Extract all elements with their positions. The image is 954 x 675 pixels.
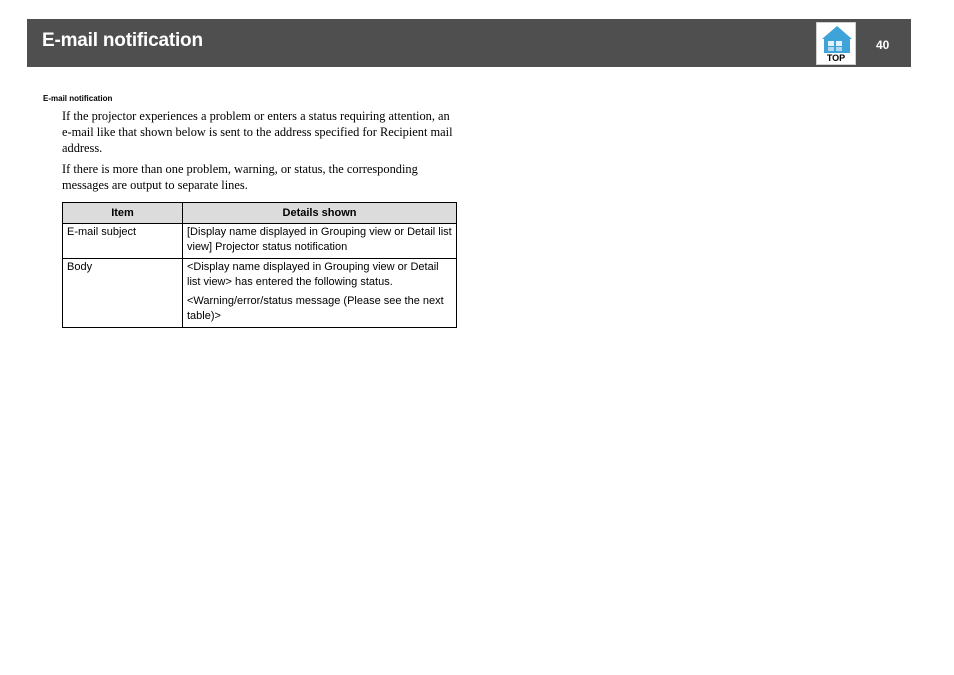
projector-top-icon [817,23,857,57]
cell-item: E-mail subject [63,224,183,259]
top-button-label: TOP [826,53,846,63]
cell-details [183,259,457,328]
cell-item: Body [63,259,183,328]
cell-details-line: [Display name displayed in Grouping view or Detail list view] Projector status notification [187,226,452,253]
paragraph-multiple: If there is more than one problem, warning, or status, the corresponding messages are output to separate lines. [62,162,418,192]
cell-details-line: <Warning/error/status message (Please see the next table)> [187,295,444,322]
notification-table [62,202,457,328]
header-bar [27,19,911,67]
section-heading: E-mail notification [43,94,113,103]
top-button[interactable] [816,22,856,65]
column-header-item: Item [63,203,183,224]
table-row [63,259,457,328]
cell-details [183,224,457,259]
page-number: 40 [876,38,890,52]
table-header-row [63,203,457,224]
page-title: E-mail notification [42,30,203,51]
column-header-details: Details shown [183,203,457,224]
cell-details-line: <Display name displayed in Grouping view or Detail list view> has entered the following status. [187,261,439,288]
paragraph-intro: If the projector experiences a problem or enters a status requiring attention, an e-mail like that shown below is sent to the address specified for Recipient mail address. [62,109,453,155]
table-row [63,224,457,259]
